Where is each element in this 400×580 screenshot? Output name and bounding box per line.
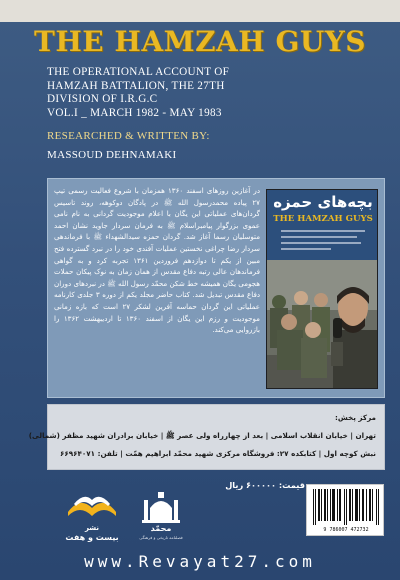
- barcode-number: 9 786007 472732: [323, 527, 369, 533]
- thumbnail-persian-title: بچه‌های حمزه: [273, 193, 373, 211]
- website-url: www.Revayat27.com: [84, 552, 316, 571]
- description-box: [47, 178, 385, 398]
- book-title: THE HAMZAH GUYS: [34, 25, 366, 58]
- author-name: MASSOUD DEHNAMAKI: [47, 149, 177, 161]
- publisher-logo: [64, 486, 120, 544]
- credit-label: RESEARCHED & WRITTEN BY:: [47, 130, 210, 142]
- subtitle-line: THE OPERATIONAL ACCOUNT OF: [47, 66, 230, 78]
- top-paper-strip: [0, 0, 400, 22]
- subtitle-block: [47, 66, 387, 120]
- address-line-1: تهران | خیابان انقلاب اسلامی | بعد از چهارراه ولی عصر ﷺ | خیابان برادران شهید مظفر (شمالی): [28, 431, 376, 440]
- cover-thumbnail: [266, 189, 378, 389]
- mosque-logo: [136, 490, 186, 544]
- thumbnail-text-line: [281, 236, 357, 238]
- thumbnail-text-line: [281, 242, 361, 244]
- soldiers-photo: [267, 260, 378, 389]
- mosque-logo-name: محمّد: [150, 524, 172, 533]
- thumbnail-english-title: THE HAMZAH GUYS: [273, 214, 373, 224]
- price-label: قیمت: ۶۰۰۰۰۰ ریال: [225, 480, 305, 490]
- subtitle-line: HAMZAH BATTALION, THE 27TH: [47, 79, 225, 92]
- book-wings-icon: [64, 486, 120, 524]
- mosque-logo-caption: فصلنامه تاریخی و فرهنگی: [139, 535, 183, 540]
- thumbnail-text-line: [281, 248, 331, 250]
- thumbnail-header: [267, 190, 378, 260]
- description-text: در آغازین روزهای اسفند ۱۳۶۰ همزمان با شروع فعالیت رسمی تیپ ۲۷ پیاده محمدرسول الله ﷺ در پادگان دوکوهه، روند تاسیس گردان‌های عملیاتی این یگان با اعلام موجودیت گردانی به نام نامی عموی بزرگوار پیامبراسلام ﷺ به فرمان سردار جاوید نشان احمد متوسلیان رسما آغاز شد. گردان حمزه سیدالشهداء ﷺ با فرماندهی سردار رضا چراغی نخستین عملیات آفندی خود را در نبرد گسترده فتح مبین از یکم تا دوازدهم فروردین ۱۳۶۱ تجربه کرد و به گواهی فرماندهان عالی رتبه دفاع مقدس از همان زمان به نوک پیکان حملات هجومی یگان همیشه خط شکن محمّد رسول الله ﷺ در نبردهای دوران دفاع مقدس تبدیل شد. کتاب حاضر مجلد یکم از دوره ۳ جلدی کارنامه عملیاتی این گردان حماسه آفرین لشکر ۲۷ است که بازه زمانی موجودیت و رزم این یگان از اسفند ۱۳۶۰ تا اردیبهشت ۱۳۶۲ را بازروایی می‌کند.: [54, 186, 260, 335]
- publisher-logo-word-2: بیست و هفت: [65, 533, 119, 542]
- address-line-2: نبش کوچه اول | کتابکده ۲۷: فروشگاه مرکزی شهید محمّد ابراهیم همّت | تلفن: ۶۶۹۶۴۰۷۱: [59, 449, 376, 458]
- mosque-icon: [136, 490, 186, 524]
- publisher-logo-word-1: نشر: [84, 524, 100, 532]
- isbn-barcode: [306, 484, 384, 536]
- distribution-address-box: [28, 404, 385, 470]
- address-label: مرکز پخش:: [335, 413, 376, 422]
- thumbnail-text-line: [281, 230, 365, 232]
- barcode-bars: [311, 489, 381, 525]
- subtitle-line: DIVISION OF I.R.G.C: [47, 93, 158, 105]
- subtitle-line: VOL.I _ MARCH 1982 - MAY 1983: [47, 106, 222, 119]
